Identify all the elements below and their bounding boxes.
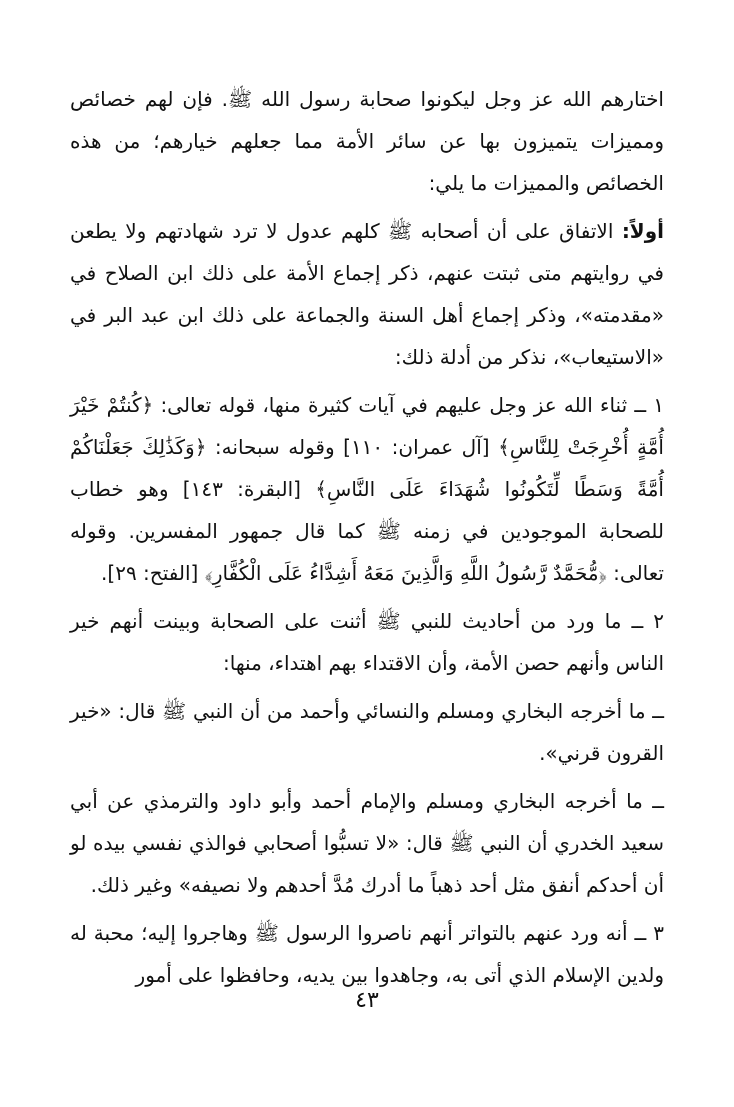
point-heading: أولاً: (621, 219, 664, 243)
paragraph-intro (70, 78, 664, 204)
paragraph-text: ــ ما أخرجه البخاري ومسلم والنسائي وأحمد من أن النبي ﷺ قال: «خير القرون قرني». (70, 699, 664, 765)
paragraph-hadith-2 (70, 780, 664, 906)
paragraph-text: ٢ ــ ما ورد من أحاديث للنبي ﷺ أثنت على الصحابة وبينت أنهم خير الناس وأنهم حصن الأمة، وأن الاقتداء بهم اهتداء، منها: (70, 609, 664, 675)
page-number: ٤٣ (355, 988, 379, 1013)
paragraph-text: ١ ــ ثناء الله عز وجل عليهم في آيات كثيرة منها، قوله تعالى: ﴿كُنتُمْ خَيْرَ أُمَّةٍ أُخْرِجَتْ لِلنَّاسِ﴾ [آل عمران: ١١٠] وقوله سبحانه: ﴿وَكَذَٰلِكَ جَعَلْنَاكُمْ أُمَّةً وَسَطًا لِّتَكُونُوا شُهَدَاءَ عَلَى النَّاسِ﴾ [البقرة: ١٤٣] وهو خطاب للصحابة الموجودين في زمنه ﷺ كما قال جمهور المفسرين. وقوله تعالى: ﴿مُّحَمَّدٌ رَّسُولُ اللَّهِ وَالَّذِينَ مَعَهُ أَشِدَّاءُ عَلَى الْكُفَّارِ﴾ [الفتح: ٢٩]. (70, 393, 664, 585)
paragraph-evidence-1 (70, 384, 664, 594)
paragraph-text: الاتفاق على أن أصحابه ﷺ كلهم عدول لا ترد شهادتهم ولا يطعن في روايتهم متى ثبتت عنهم، ذكر إجماع الأمة على ذلك ابن الصلاح في «مقدمته»، وذكر إجماع أهل السنة والجماعة على ذلك ابن عبد البر في «الاستيعاب»، نذكر من أدلة ذلك: (70, 219, 664, 369)
paragraph-text: اختارهم الله عز وجل ليكونوا صحابة رسول الله ﷺ. فإن لهم خصائص ومميزات يتميزون بها عن سائر الأمة مما جعلهم خيارهم؛ من هذه الخصائص والمميزات ما يلي: (70, 87, 664, 195)
paragraph-evidence-2 (70, 600, 664, 684)
paragraph-evidence-3 (70, 912, 664, 996)
paragraph-hadith-1 (70, 690, 664, 774)
page-body (70, 78, 664, 996)
paragraph-text: ٣ ــ أنه ورد عنهم بالتواتر أنهم ناصروا الرسول ﷺ وهاجروا إليه؛ محبة له ولدين الإسلام الذي أتى به، وجاهدوا بين يديه، وحافظوا على أمور (70, 921, 664, 987)
paragraph-text: ــ ما أخرجه البخاري ومسلم والإمام أحمد وأبو داود والترمذي عن أبي سعيد الخدري أن النبي ﷺ قال: «لا تسبُّوا أصحابي فوالذي نفسي بيده لو أن أحدكم أنفق مثل أحد ذهباً ما أدرك مُدَّ أحدهم ولا نصيفه» وغير ذلك. (70, 789, 664, 897)
paragraph-first-point (70, 210, 664, 378)
